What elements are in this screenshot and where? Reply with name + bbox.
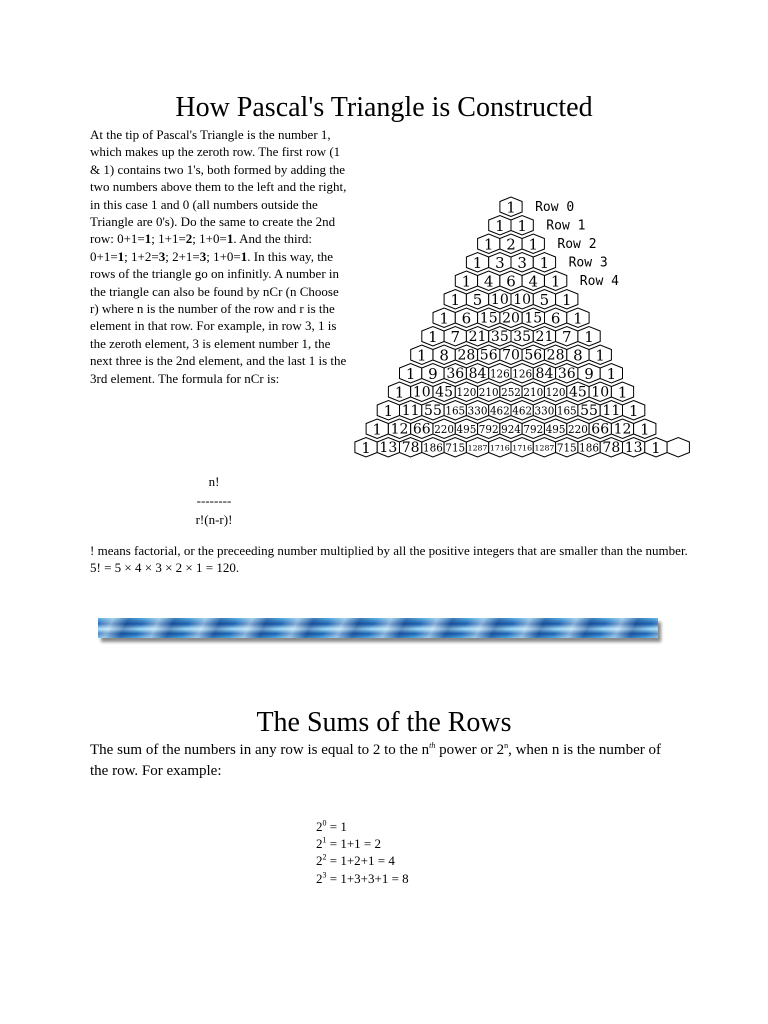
triangle-cell [388,382,410,402]
triangle-cell [556,438,578,458]
triangle-cell [511,438,533,458]
triangle-cell [489,216,511,236]
triangle-cell-value: 45 [435,384,454,401]
triangle-cell [545,382,567,402]
triangle-cell-value: 10 [513,291,532,308]
triangle-cell-value: 330 [467,404,488,418]
triangle-cell [422,364,444,384]
triangle-cell-value: 84 [535,365,554,382]
triangle-cell-value: 165 [556,404,577,418]
section-title-sums: The Sums of the Rows [256,707,512,738]
triangle-cell [589,382,611,402]
triangle-cell [500,197,522,217]
triangle-cell-value: 715 [445,441,466,455]
triangle-cell [366,419,388,439]
triangle-cell [400,438,422,458]
triangle-cell-value: 1 [517,216,527,235]
triangle-cell [567,345,589,365]
triangle-cell-value: 252 [501,385,521,399]
triangle-cell [623,438,645,458]
triangle-cell [556,364,578,384]
triangle-cell [611,382,633,402]
triangle-cell-value: 924 [501,422,521,436]
triangle-cell [377,401,399,421]
intro-text-7: ; 1+0= [206,248,241,264]
triangle-cell-value: 2 [506,235,516,254]
sums-sup-th: th [429,741,436,750]
intro-text-8: . In this way, the rows of the triangle go on infinitly. A number in the triangle can also be found by nCr (n Choose r) where n is the number of the row and r is the element in that row. For example, in row 3, 1 is the zeroth element, 3 is element number 1, the next three is the 2nd element, and the last 1 is the 3rd element. The formula for nCr is: [90,248,347,386]
triangle-cell [455,419,477,439]
sum-example-line: $2^2 = 1+2+1 = 4$ [316,853,395,869]
triangle-cell-value: 1716 [512,443,533,453]
triangle-cell-value: 1 [561,290,572,309]
triangle-cell [489,253,511,273]
triangle-cell [511,253,533,273]
triangle-cell [433,419,455,439]
triangle-cell-value: 1 [405,364,416,383]
triangle-cell-value: 13 [379,439,398,456]
triangle-cell-value: 462 [512,404,533,418]
triangle-cell [589,345,611,365]
triangle-cell [511,290,533,310]
triangle-cell [511,401,533,421]
triangle-cell-value: 66 [591,421,610,438]
triangle-cell [444,327,466,347]
triangle-cell [422,401,444,421]
triangle-cell [533,364,555,384]
triangle-cell [466,253,488,273]
triangle-cell [545,345,567,365]
triangle-cell [533,290,555,310]
triangle-cell [522,308,544,328]
triangle-cell [400,364,422,384]
triangle-cell-value: 1 [361,438,371,457]
intro-bold-5: 3 [158,248,166,264]
triangle-cell-value: 210 [478,385,499,399]
intro-bold-1: 1 [144,231,152,247]
triangle-cell [411,345,433,365]
triangle-cell [533,327,555,347]
triangle-cell-value: 36 [446,365,465,382]
intro-text-3: ; 1+0= [192,231,227,247]
triangle-cell [567,382,589,402]
triangle-cell [545,308,567,328]
intro-bold-3: 1 [226,231,234,247]
triangle-cell-value: 10 [490,291,509,308]
triangle-cell [411,382,433,402]
triangle-cell-value: 9 [428,364,438,383]
triangle-cell [589,419,611,439]
triangle-cell-value: 28 [546,347,565,364]
triangle-cell-value: 5 [539,290,550,309]
triangle-cell-value: 7 [450,327,461,346]
triangle-cell-value: 11 [401,402,420,419]
triangle-cell-value: 1 [506,198,516,217]
triangle-cell [355,438,377,458]
triangle-cell [522,271,544,291]
triangle-cell-value: 9 [584,364,594,383]
triangle-cell-value: 120 [456,385,477,399]
triangle-cell [567,419,589,439]
triangle-cell [422,327,444,347]
intro-bold-7: 1 [240,248,248,264]
triangle-cell [522,345,544,365]
triangle-cell-value: 15 [524,310,543,327]
triangle-cell [433,345,455,365]
triangle-cell [455,308,477,328]
triangle-cell [634,419,656,439]
formula-divider: -------- [196,493,232,508]
triangle-cell-value: 462 [489,404,510,418]
triangle-cell-value: 6 [550,309,561,328]
triangle-cell-value: 1 [528,235,539,254]
triangle-cell-value: 126 [489,367,510,381]
triangle-cell [623,401,645,421]
triangle-cell [400,401,422,421]
triangle-cell-value: 1 [651,438,661,457]
triangle-cell [600,438,622,458]
triangle-cell [500,271,522,291]
triangle-cell [511,364,533,384]
formula-numerator: n! [208,474,220,489]
row-label: Row 3 [568,255,608,271]
triangle-cell-value: 1 [617,383,628,402]
row-label: Row 4 [579,273,619,289]
triangle-cell [455,271,477,291]
triangle-cell-value: 70 [502,347,520,364]
triangle-cell [500,419,522,439]
sums-paragraph [90,740,680,782]
triangle-cell-value: 1 [372,420,382,439]
triangle-cell [545,419,567,439]
triangle-cell-value: 220 [434,422,454,436]
triangle-cell [500,234,522,254]
triangle-cell [511,216,533,236]
triangle-cell [511,327,533,347]
triangle-cell [466,364,488,384]
triangle-cell-value: 1287 [467,443,488,453]
intro-text-2: ; 1+1= [151,231,186,247]
triangle-cell [578,401,600,421]
triangle-cell-value: 1 [428,327,438,346]
triangle-cell [556,290,578,310]
triangle-cell-value: 1 [550,272,561,291]
triangle-cell-value: 56 [524,347,543,364]
sum-examples [316,818,409,887]
triangle-cell [533,438,555,458]
triangle-cell-value: 8 [439,346,449,365]
triangle-cell-value: 21 [535,328,554,345]
triangle-cell [500,308,522,328]
row-label: Row 0 [535,199,575,215]
triangle-cell-value: 1 [394,383,405,402]
triangle-cell-value: 15 [479,310,498,327]
triangle-cell [455,382,477,402]
triangle-cell-value: 495 [545,422,566,436]
triangle-cell-value: 1 [628,401,639,420]
triangle-cell [667,438,689,458]
triangle-cell [466,290,488,310]
triangle-cell [578,364,600,384]
triangle-cell-value: 1 [539,253,550,272]
triangle-cell [500,345,522,365]
triangle-cell-value: 55 [424,402,442,419]
triangle-cell-value: 7 [561,327,572,346]
triangle-cell-value: 165 [445,404,466,418]
triangle-cell [433,308,455,328]
sums-text-a: The sum of the numbers in any row is equal to 2 to the n [90,742,430,758]
formula-denominator: r!(n-r)! [195,512,233,527]
triangle-cell [567,308,589,328]
triangle-cell-value: 4 [528,272,539,291]
triangle-cell-value: 56 [479,347,498,364]
triangle-cell-value: 120 [545,385,566,399]
triangle-cell [433,382,455,402]
triangle-cell [600,401,622,421]
triangle-cell-value: 715 [556,441,577,455]
intro-bold-6: 3 [199,248,207,264]
triangle-cell-value: 1 [439,309,449,328]
triangle-cell-value: 792 [523,422,544,436]
triangle-cell [444,438,466,458]
triangle-cell [578,327,600,347]
triangle-cell-value: 35 [513,328,532,345]
factorial-note: ! means factorial, or the preceeding number multiplied by all the positive integers that are smaller than the number. 5! = 5 × 4 × 3 × 2 × 1 = 120. [90,543,688,575]
triangle-cell-value: 36 [557,365,576,382]
triangle-cell-value: 55 [580,402,598,419]
intro-bold-4: 1 [117,248,125,264]
triangle-cell [466,438,488,458]
intro-bold-2: 2 [185,231,193,247]
triangle-cell-value: 4 [483,272,494,291]
triangle-cell [489,327,511,347]
triangle-cell [489,290,511,310]
triangle-cell-value: 495 [456,422,477,436]
triangle-cell-value: 8 [573,346,583,365]
triangle-cell-value: 6 [461,309,472,328]
triangle-cell [478,234,500,254]
triangle-cell-value: 20 [502,310,520,327]
triangle-cell [444,401,466,421]
intro-text-4: . And the third: 0+1= [90,231,313,264]
triangle-cell-value: 84 [468,365,487,382]
triangle-cell-value: 5 [472,290,483,309]
triangle-cell [444,364,466,384]
triangle-cell [556,401,578,421]
triangle-cell-value: 1 [640,420,650,439]
intro-text-5: ; 1+2= [124,248,159,264]
sums-text-c: , when n is the number of the row. For example: [90,742,661,779]
sums-text-b: power or 2 [435,742,505,758]
page-title: How Pascal's Triangle is Constructed [175,92,593,123]
triangle-cell-value: 1 [450,290,461,309]
triangle-cell [478,419,500,439]
triangle-cell [578,438,600,458]
triangle-cell [388,419,410,439]
triangle-cell-value: 1 [573,309,583,328]
decorative-divider-bar [98,618,658,638]
triangle-cell-value: 11 [602,402,621,419]
triangle-cell-value: 1 [383,401,394,420]
triangle-cell [422,438,444,458]
triangle-cell-value: 1287 [534,443,555,453]
triangle-cell-value: 1716 [489,443,510,453]
triangle-cell-value: 6 [506,272,516,291]
triangle-cell [522,234,544,254]
triangle-cell-value: 12 [390,421,409,438]
triangle-cell [522,419,544,439]
triangle-cell-value: 10 [591,384,610,401]
triangle-cell [556,327,578,347]
triangle-cell [611,419,633,439]
triangle-cell-value: 186 [579,441,599,455]
triangle-cell [489,401,511,421]
triangle-cell [500,382,522,402]
triangle-cell [478,345,500,365]
triangle-cell-value: 1 [584,327,594,346]
triangle-cell-value: 66 [412,421,431,438]
triangle-cell [478,271,500,291]
triangle-cell-value: 3 [517,253,527,272]
triangle-cell-value: 220 [568,422,588,436]
triangle-cell-value: 45 [568,384,587,401]
triangle-cell-value: 186 [423,441,443,455]
triangle-cell [545,271,567,291]
triangle-cell [455,345,477,365]
triangle-cell [466,327,488,347]
triangle-cell [645,438,667,458]
triangle-cell-value: 330 [534,404,555,418]
triangle-cell-value: 1 [595,346,605,365]
sum-example-line: $2^0 = 1$ [316,818,347,834]
triangle-cell-value: 78 [401,439,420,456]
triangle-cell [444,290,466,310]
triangle-cell [466,401,488,421]
row-label: Row 2 [557,236,597,252]
sums-sup-n: n [504,741,509,750]
triangle-cell-value: 3 [495,253,505,272]
triangle-cell-value: 126 [512,367,533,381]
triangle-cell-value: 1 [495,216,505,235]
triangle-cell-value: 28 [457,347,476,364]
intro-text-6: ; 2+1= [165,248,200,264]
triangle-cell [489,364,511,384]
triangle-cell-value: 1 [461,272,472,291]
triangle-cell-value: 1 [606,364,617,383]
triangle-cell-value: 1 [483,235,494,254]
sum-example-line: $2^1 = 1+1 = 2$ [316,835,381,852]
triangle-cell-value: 1 [472,253,483,272]
triangle-cell [478,382,500,402]
triangle-cell-value: 210 [523,385,544,399]
sum-example-line: $2^3 = 1+3+3+1 = 8$ [316,870,409,886]
triangle-cell-value: 78 [602,439,621,456]
triangle-cell-value: 13 [624,439,643,456]
triangle-cell [478,308,500,328]
triangle-cell-value: 35 [490,328,509,345]
triangle-cell [533,253,555,273]
triangle-cell [600,364,622,384]
triangle-cell [377,438,399,458]
triangle-cell [411,419,433,439]
triangle-cell-value: 12 [613,421,632,438]
row-label: Row 1 [546,218,586,234]
triangle-cell [533,401,555,421]
triangle-cell-value: 21 [468,328,487,345]
triangle-cell-value: 1 [417,346,427,365]
triangle-cell [489,438,511,458]
triangle-cell [522,382,544,402]
intro-text-1: At the tip of Pascal's Triangle is the number 1, which makes up the zeroth row. The first row (1 & 1) contains two 1's, both formed by adding the two numbers above them to the left and the right, in this case 1 and 0 (all numbers outside the Triangle are 0's). Do the same to create the 2nd row: 0+1= [90,127,347,247]
triangle-cell-value: 792 [478,422,499,436]
triangle-cell-value: 10 [412,384,431,401]
